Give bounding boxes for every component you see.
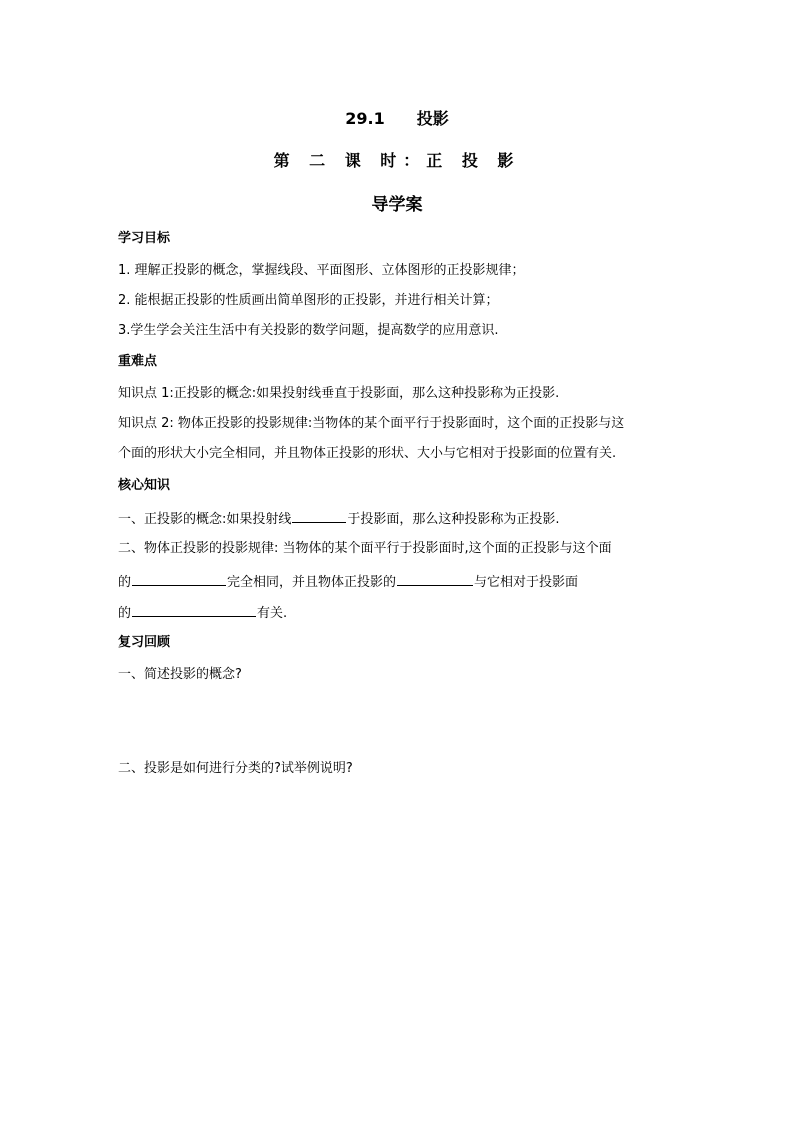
core-q2-text-e: 有关. — [257, 606, 288, 621]
key-point-2-line-1: 知识点 2: 物体正投影的投影规律:当物体的某个面平行于投影面时，这个面的正投影与这 — [118, 416, 625, 431]
key-points-heading: 重难点 — [118, 354, 158, 369]
doc-type-title: 导学案 — [371, 195, 423, 215]
core-question-1 — [118, 509, 560, 529]
goals-heading: 学习目标 — [118, 231, 171, 246]
key-point-2-line-2: 个面的形状大小完全相同，并且物体正投影的形状、大小与它相对于投影面的位置有关. — [118, 446, 617, 461]
core-heading: 核心知识 — [118, 478, 171, 493]
fill-blank-4[interactable] — [132, 603, 256, 617]
core-q2-text-b: 完全相同，并且物体正投影的 — [227, 575, 397, 590]
fill-blank-1[interactable] — [292, 509, 346, 523]
core-question-2-line-2 — [118, 572, 578, 592]
review-question-2: 二、投影是如何进行分类的?试举例说明? — [118, 761, 353, 776]
core-q2-text-a: 的 — [118, 575, 132, 590]
fill-blank-2[interactable] — [132, 572, 226, 586]
key-point-1: 知识点 1:正投影的概念:如果投射线垂直于投影面，那么这种投影称为正投影. — [118, 386, 560, 401]
core-question-2-line-3 — [118, 603, 287, 623]
review-heading: 复习回顾 — [118, 635, 171, 650]
goal-item-2: 2. 能根据正投影的性质画出简单图形的正投影，并进行相关计算； — [118, 293, 499, 308]
goal-item-3: 3.学生学会关注生活中有关投影的数学问题，提高数学的应用意识. — [118, 323, 499, 338]
core-q1-text-a: 一、正投影的概念:如果投射线 — [118, 512, 292, 527]
core-question-2-line-1: 二、物体正投影的投影规律: 当物体的某个面平行于投影面时,这个面的正投影与这个面 — [118, 541, 612, 556]
review-question-1: 一、简述投影的概念? — [118, 667, 242, 682]
core-q1-text-b: 于投影面，那么这种投影称为正投影. — [347, 512, 560, 527]
core-q2-text-d: 的 — [118, 606, 132, 621]
goal-item-1: 1. 理解正投影的概念，掌握线段、平面图形、立体图形的正投影规律； — [118, 263, 525, 278]
lesson-subtitle: 第 二 课 时：正 投 影 — [273, 151, 521, 170]
page-title: 29.1 投影 — [345, 109, 449, 128]
core-q2-text-c: 与它相对于投影面 — [474, 575, 579, 590]
fill-blank-3[interactable] — [397, 572, 473, 586]
